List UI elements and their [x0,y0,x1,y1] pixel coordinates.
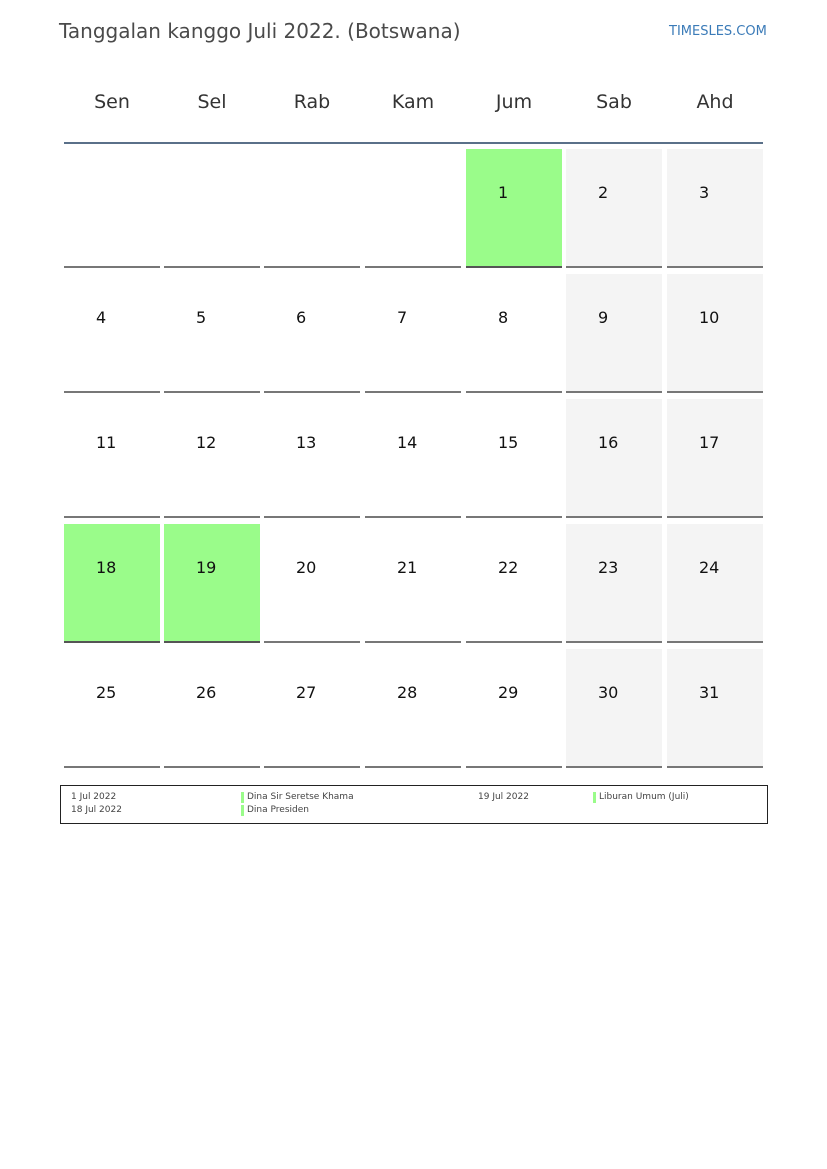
brand-link[interactable]: TIMESLES.COM [669,24,767,39]
day-cell [365,649,461,768]
weekday-label: Rab [293,91,331,113]
day-number: 17 [699,433,720,452]
day-cell [164,399,260,518]
legend-date: 18 Jul 2022 [71,805,122,815]
weekday-label: Sel [197,91,227,113]
weekend-day-cell [667,649,763,768]
weekend-day-cell [667,524,763,643]
day-number: 4 [96,308,107,327]
day-number: 11 [96,433,117,452]
holiday-day-cell [466,149,562,268]
day-number: 14 [397,433,418,452]
day-number: 3 [699,183,710,202]
legend-date: 19 Jul 2022 [478,792,529,802]
header-divider [64,142,763,144]
day-cell [365,399,461,518]
day-number: 21 [397,558,418,577]
day-number: 26 [196,683,217,702]
day-number: 24 [699,558,720,577]
day-number: 23 [598,558,619,577]
day-cell [365,274,461,393]
weekend-day-cell [566,649,662,768]
day-cell [466,274,562,393]
day-number: 20 [296,558,317,577]
day-cell [64,649,160,768]
day-cell [466,399,562,518]
empty-day-cell [164,149,260,268]
day-cell [466,649,562,768]
day-cell [365,524,461,643]
empty-day-cell [365,149,461,268]
day-number: 7 [397,308,408,327]
empty-day-cell [64,149,160,268]
weekend-day-cell [667,399,763,518]
day-number: 29 [498,683,519,702]
day-number: 16 [598,433,619,452]
day-number: 8 [498,308,509,327]
day-number: 13 [296,433,317,452]
holiday-color-swatch [241,805,244,816]
holiday-color-swatch [593,792,596,803]
day-number: 31 [699,683,720,702]
day-cell [264,524,360,643]
day-cell [264,399,360,518]
day-cell [466,524,562,643]
day-number: 22 [498,558,519,577]
day-number: 12 [196,433,217,452]
day-number: 28 [397,683,418,702]
legend-date: 1 Jul 2022 [71,792,117,802]
day-number: 27 [296,683,317,702]
holiday-day-cell [64,524,160,643]
day-number: 6 [296,308,307,327]
day-number: 9 [598,308,609,327]
legend-holiday-name: Liburan Umum (Juli) [593,792,689,802]
legend-holiday-name: Dina Presiden [241,805,309,815]
weekend-day-cell [566,274,662,393]
legend-holiday-name: Dina Sir Seretse Khama [241,792,354,802]
holiday-legend [60,785,768,824]
weekend-day-cell [566,399,662,518]
weekend-day-cell [667,274,763,393]
day-cell [164,274,260,393]
day-cell [264,649,360,768]
weekday-label: Jum [495,91,533,113]
day-cell [264,274,360,393]
holiday-color-swatch [241,792,244,803]
day-number: 10 [699,308,720,327]
day-number: 25 [96,683,117,702]
weekday-label: Sab [596,91,632,113]
day-number: 19 [196,558,217,577]
day-number: 5 [196,308,207,327]
empty-day-cell [264,149,360,268]
weekday-label: Kam [391,91,435,113]
holiday-day-cell [164,524,260,643]
day-number: 2 [598,183,609,202]
page-title: Tanggalan kanggo Juli 2022. (Botswana) [59,19,461,43]
weekend-day-cell [667,149,763,268]
day-cell [164,649,260,768]
weekday-label: Sen [94,91,130,113]
weekend-day-cell [566,524,662,643]
day-number: 15 [498,433,519,452]
day-cell [64,274,160,393]
day-number: 18 [96,558,117,577]
day-number: 1 [498,183,509,202]
day-number: 30 [598,683,619,702]
weekday-label: Ahd [696,91,734,113]
day-cell [64,399,160,518]
weekend-day-cell [566,149,662,268]
